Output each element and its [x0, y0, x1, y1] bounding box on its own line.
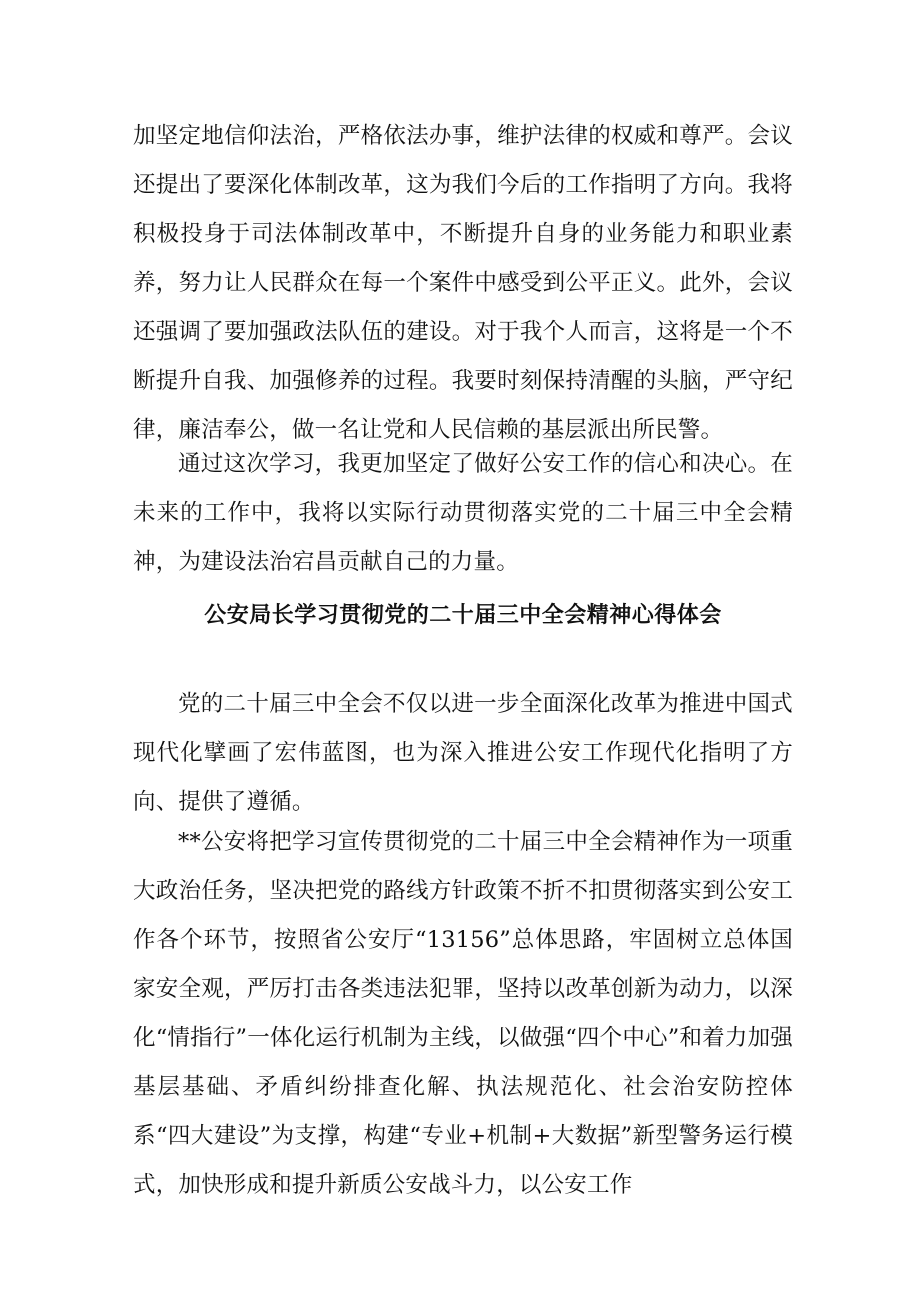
- paragraph-continued: 加坚定地信仰法治，严格依法办事，维护法律的权威和尊严。会议还提出了要深化体制改革，这为我们今后的工作指明了方向。我将积极投身于司法体制改革中，不断提升自身的业务能力和职业素养，努力让人民群众在每一个案件中感受到公平正义。此外，会议还强调了要加强政法队伍的建设。对于我个人而言，这将是一个不断提升自我、加强修养的过程。我要时刻保持清醒的头脑，严守纪律，廉洁奉公，做一名让党和人民信赖的基层派出所民警。: [133, 123, 793, 443]
- paragraph-conclusion: 通过这次学习，我更加坚定了做好公安工作的信心和决心。在未来的工作中，我将以实际行动贯彻落实党的二十届三中全会精神，为建设法治宕昌贡献自己的力量。: [133, 451, 793, 575]
- paragraph-body: **公安将把学习宣传贯彻党的二十届三中全会精神作为一项重大政治任务，坚决把党的路线方针政策不折不扣贯彻落实到公安工作各个环节，按照省公安厅“13156”总体思路，牢固树立总体国家安全观，严厉打击各类违法犯罪，坚持以改革创新为动力，以深化“情指行”一体化运行机制为主线，以做强“四个中心”和着力加强基层基础、矛盾纠纷排查化解、执法规范化、社会治安防控体系“四大建设”为支撑，构建“专业+机制+大数据”新型警务运行模式，加快形成和提升新质公安战斗力，以公安工作: [133, 829, 793, 1198]
- article-heading: 公安局长学习贯彻党的二十届三中全会精神心得体会: [204, 603, 722, 628]
- paragraph-intro: 党的二十届三中全会不仅以进一步全面深化改革为推进中国式现代化擘画了宏伟蓝图，也为深入推进公安工作现代化指明了方向、提供了遵循。: [133, 691, 793, 815]
